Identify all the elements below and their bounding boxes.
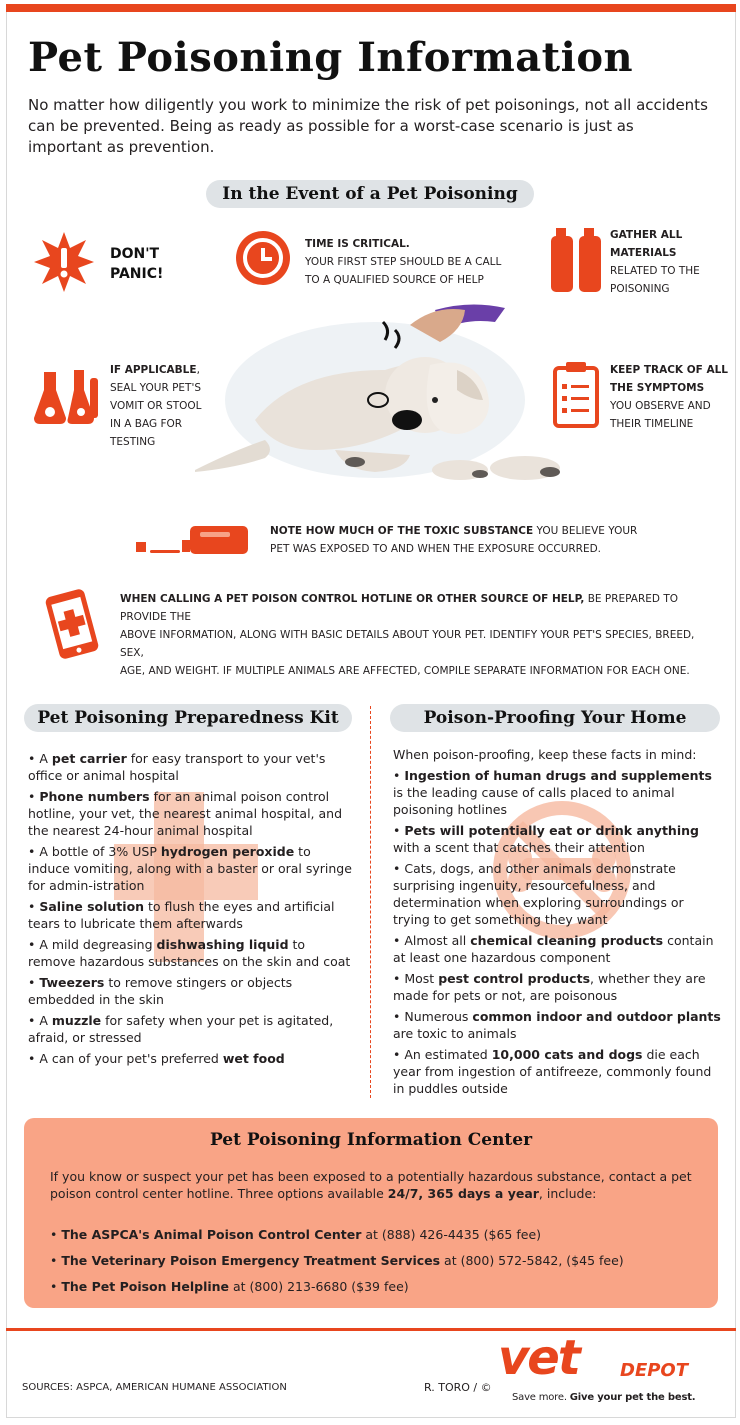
list-item: • An estimated 10,000 cats and dogs die each year from ingestion of antifreeze, commonly found in puddles outside xyxy=(393,1046,723,1097)
time-critical-text: TIME IS CRITICAL. YOUR FIRST STEP SHOULD BE A CALL TO A QUALIFIED SOURCE OF HELP xyxy=(305,238,502,286)
logo-tagline: Save more. Give your pet the best. xyxy=(512,1392,696,1403)
list-item: • Almost all chemical cleaning products contain at least one hazardous component xyxy=(393,932,723,966)
sources-text: SOURCES: ASPCA, AMERICAN HUMANE ASSOCIATION xyxy=(22,1382,287,1393)
info-center-intro: If you know or suspect your pet has been exposed to a potentially hazardous substance, contact a pet poison control center hotline. Three options available 24/7, 365 days a year, include: xyxy=(50,1169,692,1201)
home-lead-text: When poison-proofing, keep these facts in mind: xyxy=(393,747,697,762)
credit-text: R. TORO / © xyxy=(424,1381,492,1394)
kit-list xyxy=(28,750,356,1071)
list-item: • A mild degreasing dishwashing liquid to remove hazardous substances on the skin and coat xyxy=(28,936,356,970)
hotline-item: • The Pet Poison Helpline at (800) 213-6680 ($39 fee) xyxy=(50,1276,700,1298)
intro-paragraph: No matter how diligently you work to minimize the risk of pet poisonings, not all accidents can be prevented. Being as ready as possible for a worst-case scenario is just as important as prevention. xyxy=(28,96,708,156)
seal-vomit-text: IF APPLICABLE, SEAL YOUR PET'S VOMIT OR STOOL IN A BAG FOR TESTING xyxy=(110,364,202,448)
vetdepot-logo[interactable] xyxy=(498,1330,698,1396)
dont-panic-text: DON'T PANIC! xyxy=(110,246,164,282)
track-symptoms-text: KEEP TRACK OF ALL THE SYMPTOMS YOU OBSERVE AND THEIR TIMELINE xyxy=(610,364,728,430)
list-item: • Pets will potentially eat or drink anything with a scent that catches their attention xyxy=(393,822,723,856)
list-item: • A muzzle for safety when your pet is agitated, afraid, or stressed xyxy=(28,1012,356,1046)
home-list xyxy=(393,746,723,1101)
gather-materials-text: GATHER ALL MATERIALS RELATED TO THE POISONING xyxy=(610,229,700,295)
hotline-list xyxy=(50,1224,700,1302)
lab-flasks-icon xyxy=(32,368,102,426)
column-divider xyxy=(370,706,371,1098)
page-title: Pet Poisoning Information xyxy=(28,34,634,81)
list-item: • A pet carrier for easy transport to your vet's office or animal hospital xyxy=(28,750,356,784)
list-item: • Saline solution to flush the eyes and artificial tears to lubricate them afterwards xyxy=(28,898,356,932)
clipboard-checklist-icon xyxy=(552,360,600,428)
bottles-icon xyxy=(548,226,604,294)
list-item: • A bottle of 3% USP hydrogen peroxide to induce vomiting, along with a baster or oral syringe for admin-istration xyxy=(28,843,356,894)
bottom-accent-bar xyxy=(6,1328,736,1331)
home-section-heading: Poison-Proofing Your Home xyxy=(390,704,720,732)
hotline-item: • The Veterinary Poison Emergency Treatment Services at (800) 572-5842, ($45 fee) xyxy=(50,1250,700,1272)
list-item: • Cats, dogs, and other animals demonstrate surprising ingenuity, resourcefulness, and determination when exploring surroundings or trying to get something they want xyxy=(393,860,723,928)
note-amount-text: NOTE HOW MUCH OF THE TOXIC SUBSTANCE YOU BELIEVE YOUR PET WAS EXPOSED TO AND WHEN THE EXPOSURE OCCURRED. xyxy=(270,525,638,555)
logo-depot-text: DEPOT xyxy=(620,1360,689,1381)
list-item: • Most pest control products, whether they are made for pets or not, are poisonous xyxy=(393,970,723,1004)
event-section-heading: In the Event of a Pet Poisoning xyxy=(206,180,534,208)
list-item: • Phone numbers for an animal poison control hotline, your vet, the nearest animal hospital, and the nearest 24-hour animal hospital xyxy=(28,788,356,839)
list-item: • A can of your pet's preferred wet food xyxy=(28,1050,356,1067)
phone-medical-icon xyxy=(40,588,104,660)
top-accent-bar xyxy=(6,4,736,12)
calling-hotline-text: WHEN CALLING A PET POISON CONTROL HOTLINE OR OTHER SOURCE OF HELP, BE PREPARED TO PROVIDE THE ABOVE INFORMATION, ALONG WITH BASIC DETAILS ABOUT YOUR PET. IDENTIFY YOUR PET'S SPECIES, BREED, SEX, AGE, AND WEIGHT. IF MULTIPLE ANIMALS ARE AFFECTED, COMPILE SEPARATE INFORMATION FOR EACH ONE. xyxy=(120,593,695,677)
hotline-item: • The ASPCA's Animal Poison Control Center at (888) 426-4435 ($65 fee) xyxy=(50,1224,700,1246)
info-center-heading: Pet Poisoning Information Center xyxy=(209,1130,533,1150)
list-item: • Numerous common indoor and outdoor plants are toxic to animals xyxy=(393,1008,723,1042)
alert-burst-icon xyxy=(32,230,96,294)
dog-illustration xyxy=(195,300,570,500)
kit-section-heading: Pet Poisoning Preparedness Kit xyxy=(24,704,352,732)
info-center-box xyxy=(24,1118,718,1308)
spilled-bottle-icon xyxy=(134,522,250,556)
list-item: • Ingestion of human drugs and supplements is the leading cause of calls placed to animal poisoning hotlines xyxy=(393,767,723,818)
clock-icon xyxy=(235,230,291,286)
logo-vet-text: vet xyxy=(498,1330,579,1386)
list-item: • Tweezers to remove stingers or objects embedded in the skin xyxy=(28,974,356,1008)
